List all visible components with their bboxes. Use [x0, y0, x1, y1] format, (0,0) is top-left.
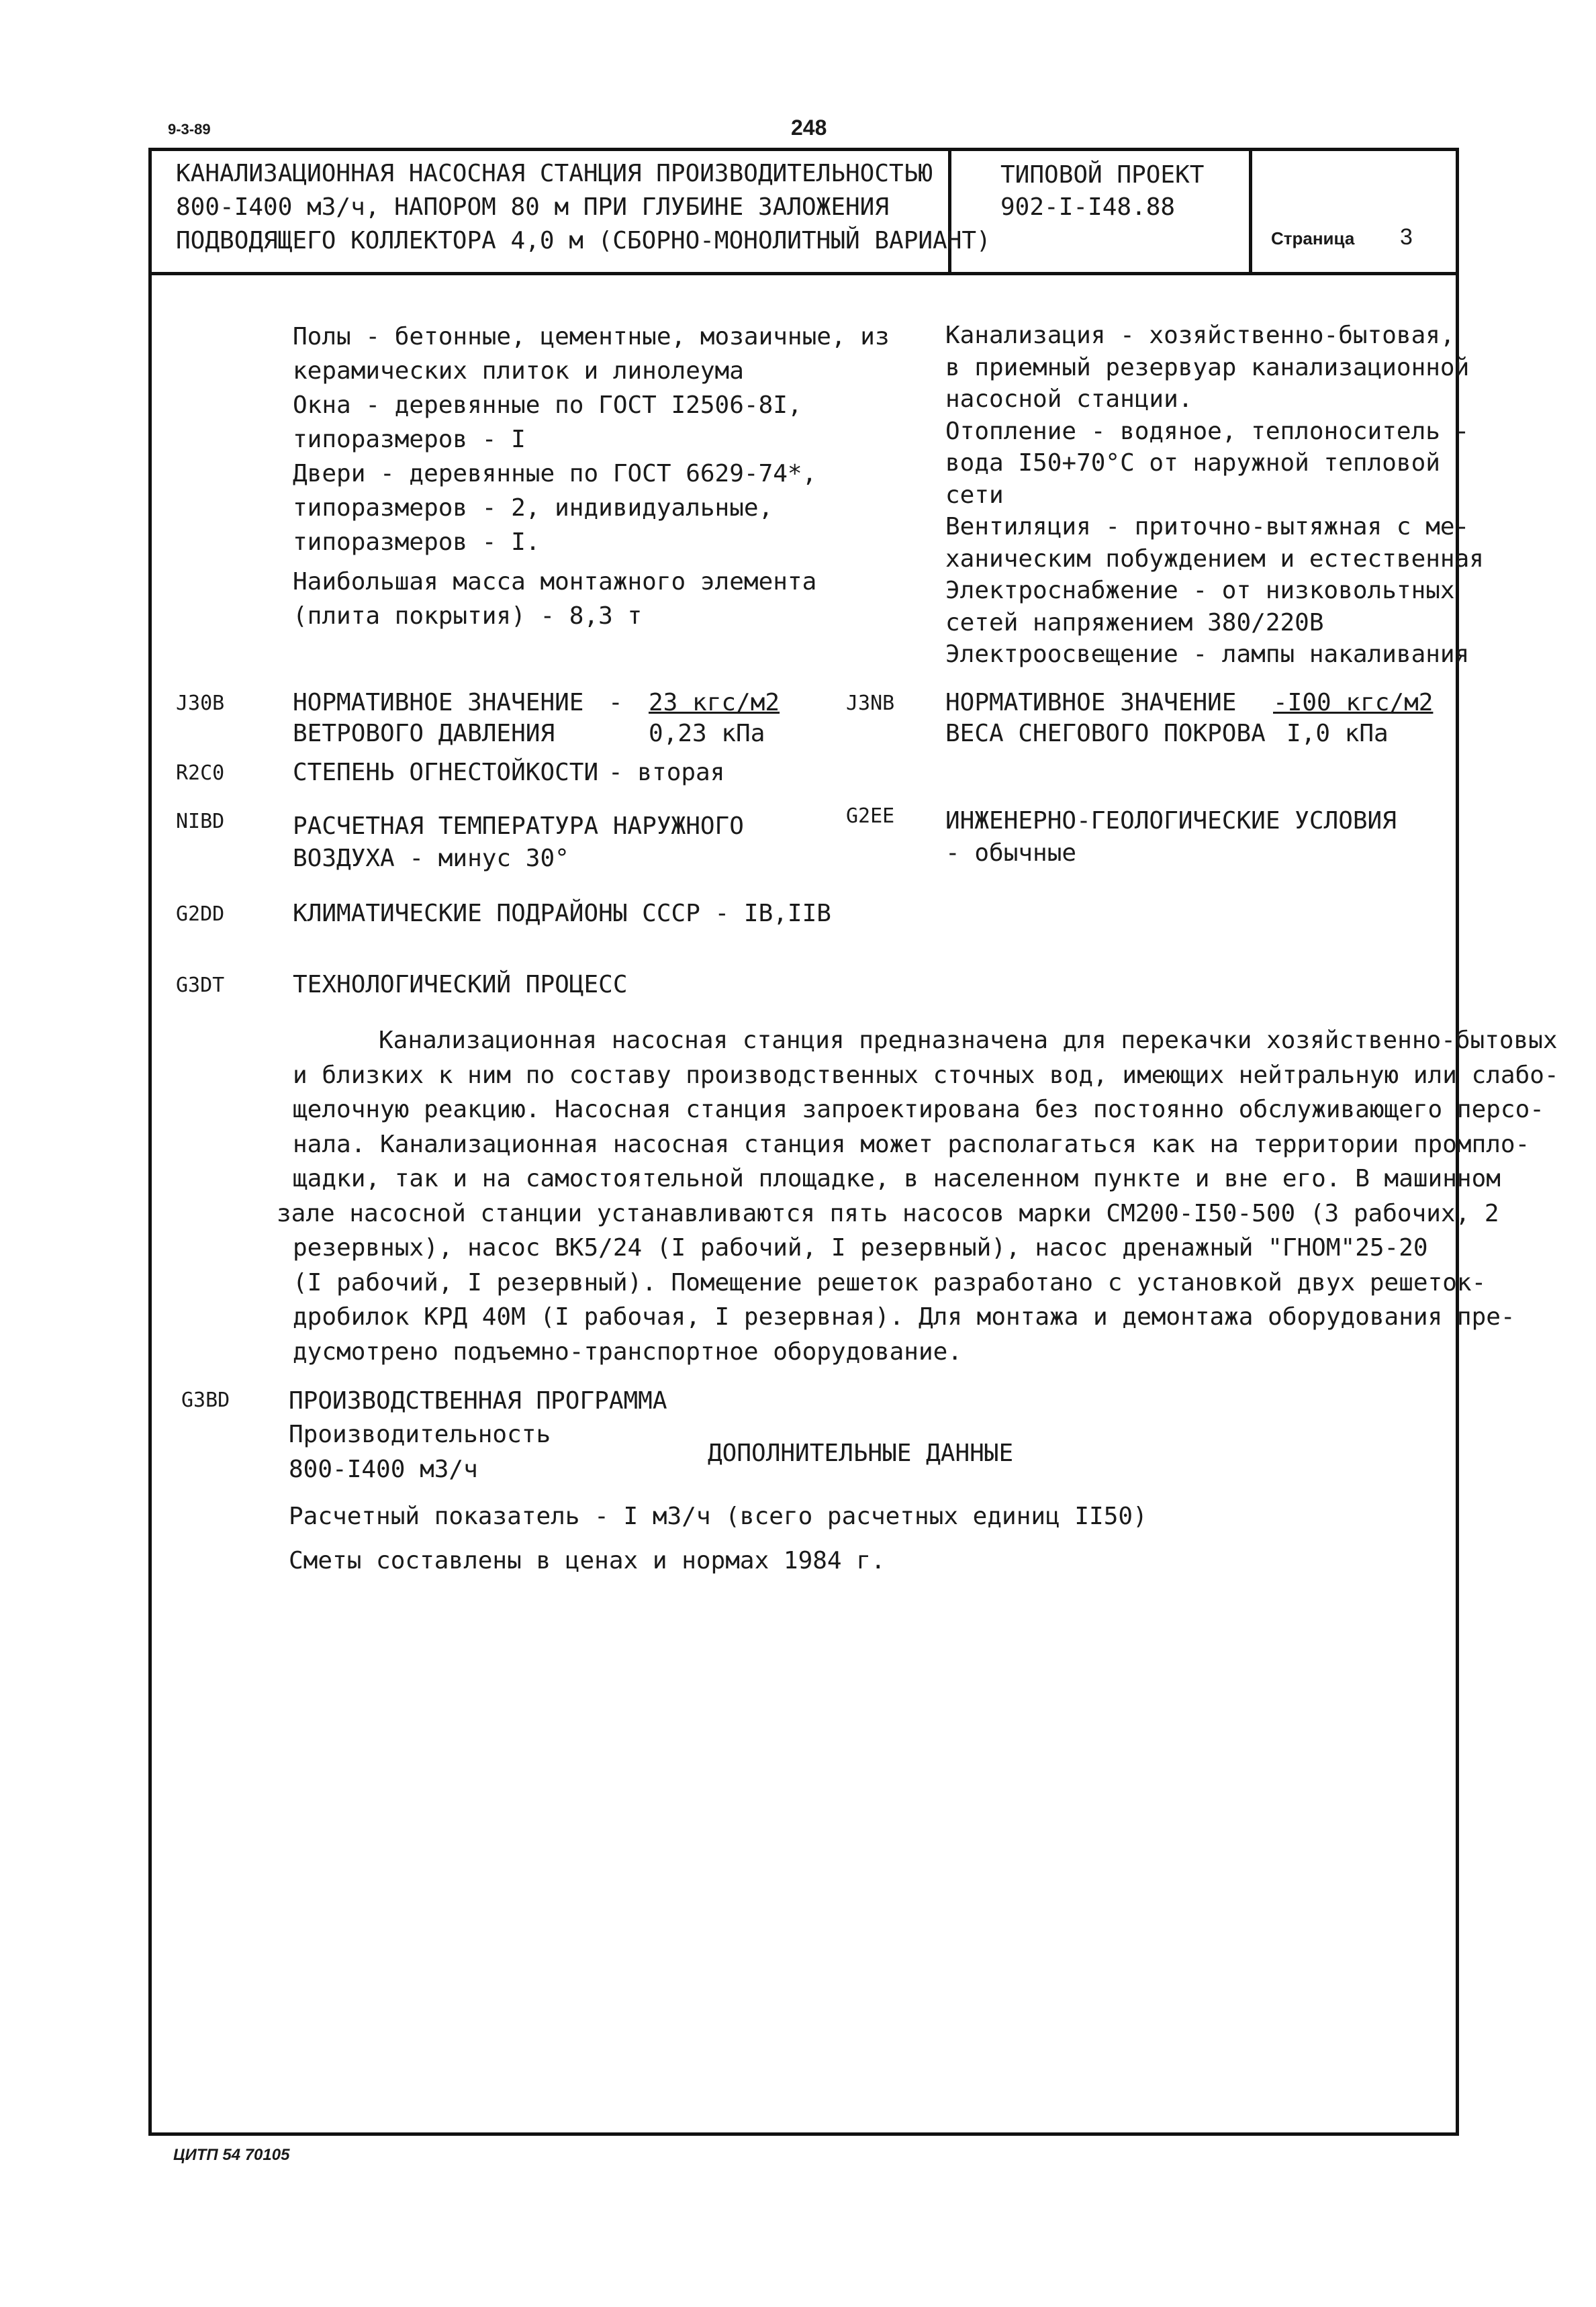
- header-title-line-2: 800-I400 м3/ч, НАПОРОМ 80 м ПРИ ГЛУБИНЕ ЗАЛОЖЕНИЯ: [176, 193, 890, 221]
- snow-value-1: -I00 кгс/м2: [1273, 689, 1434, 716]
- left-line: (плита покрытия) - 8,3 т: [293, 602, 643, 630]
- prod-code: G3BD: [181, 1388, 230, 1412]
- right-line: ханическим побуждением и естественная: [945, 545, 1484, 573]
- capacity-value: 800-I400 м3/ч: [289, 1456, 478, 1483]
- geo-code: G2EE: [846, 804, 895, 828]
- fire-code: R2C0: [176, 761, 225, 785]
- snow-code: J3NB: [846, 692, 895, 715]
- tech-code: G3DT: [176, 974, 225, 997]
- fire-value: - вторая: [608, 759, 725, 786]
- right-line: сети: [945, 481, 1004, 509]
- climate-label: КЛИМАТИЧЕСКИЕ ПОДРАЙОНЫ СССР - IВ,IIВ: [293, 900, 831, 927]
- tech-paragraph: [277, 1023, 1559, 1369]
- page-value: 3: [1400, 224, 1413, 250]
- temp-label-2: ВОЗДУХА - минус 30°: [293, 845, 569, 872]
- page-label: Страница: [1271, 228, 1355, 248]
- capacity-label: Производительность: [289, 1421, 551, 1448]
- tech-line: и близких к ним по составу производственных сточных вод, имеющих нейтральную или слабо-: [293, 1061, 1559, 1089]
- document-date: 9-3-89: [168, 121, 211, 138]
- right-line: в приемный резервуар канализационной: [945, 353, 1470, 381]
- left-line: Наибольшая масса монтажного элемента: [293, 568, 817, 596]
- project-number: 902-I-I48.88: [1000, 193, 1176, 221]
- left-line: Окна - деревянные по ГОСТ I2506-8I,: [293, 391, 802, 419]
- right-description: [945, 320, 1484, 671]
- left-line: керамических плиток и линолеума: [293, 357, 744, 385]
- wind-label-2: ВЕТРОВОГО ДАВЛЕНИЯ: [293, 720, 555, 747]
- header-title-line-3: ПОДВОДЯЩЕГО КОЛЛЕКТОРА 4,0 м (СБОРНО-МОНОЛИТНЫЙ ВАРИАНТ): [176, 227, 991, 254]
- geo-label-1: ИНЖЕНЕРНО-ГЕОЛОГИЧЕСКИЕ УСЛОВИЯ: [945, 807, 1397, 835]
- tech-line: дробилок КРД 40М (I рабочая, I резервная). Для монтажа и демонтажа оборудования пре-: [293, 1303, 1515, 1331]
- right-line: сетей напряжением 380/220В: [945, 608, 1324, 637]
- tech-heading: ТЕХНОЛОГИЧЕСКИЙ ПРОЦЕСС: [293, 971, 628, 998]
- right-line: Электроснабжение - от низковольтных: [945, 577, 1455, 604]
- geo-label-2: - обычные: [945, 839, 1077, 867]
- right-line: насосной станции.: [945, 385, 1193, 413]
- climate-code: G2DD: [176, 902, 225, 926]
- tech-line: зале насосной станции устанавливаются пять насосов марки СМ200-I50-500 (3 рабочих, 2: [277, 1199, 1499, 1227]
- project-label: ТИПОВОЙ ПРОЕКТ: [1000, 161, 1205, 189]
- left-description: [293, 320, 890, 633]
- fire-label: СТЕПЕНЬ ОГНЕСТОЙКОСТИ: [293, 759, 599, 786]
- wind-value-2: 0,23 кПа: [649, 720, 765, 747]
- tech-line: резервных), насос ВК5/24 (I рабочий, I резервный), насос дренажный "ГНОМ"25-20: [293, 1234, 1428, 1262]
- temp-label-1: РАСЧЕТНАЯ ТЕМПЕРАТУРА НАРУЖНОГО: [293, 812, 744, 840]
- header-bottom-rule: [148, 272, 1459, 275]
- header-title-line-1: КАНАЛИЗАЦИОННАЯ НАСОСНАЯ СТАНЦИЯ ПРОИЗВОДИТЕЛЬНОСТЬЮ: [176, 160, 933, 187]
- left-line: типоразмеров - I.: [293, 528, 541, 556]
- temp-code: NIBD: [176, 810, 225, 833]
- right-line: Вентиляция - приточно-вытяжная с ме-: [945, 513, 1470, 540]
- left-line: типоразмеров - 2, индивидуальные,: [293, 494, 773, 522]
- left-line: Полы - бетонные, цементные, мозаичные, из: [293, 323, 890, 350]
- wind-value-1: 23 кгс/м2: [649, 689, 780, 716]
- tech-line: нала. Канализационная насосная станция может располагаться как на территории промпло-: [293, 1130, 1530, 1158]
- tech-line: щелочную реакцию. Насосная станция запроектирована без постоянно обслуживающего персо-: [293, 1096, 1544, 1123]
- right-line: Электроосвещение - лампы накаливания: [945, 641, 1470, 668]
- additional-heading: ДОПОЛНИТЕЛЬНЫЕ ДАННЫЕ: [708, 1440, 1014, 1467]
- footer-stamp: ЦИТП 54 70105: [173, 2146, 290, 2164]
- tech-line: Канализационная насосная станция предназначена для перекачки хозяйственно-бытовых: [379, 1027, 1558, 1054]
- snow-label-2: ВЕСА СНЕГОВОГО ПОКРОВА: [945, 720, 1266, 747]
- wind-label-1: НОРМАТИВНОЕ ЗНАЧЕНИЕ: [293, 689, 584, 716]
- sheet-number: 248: [791, 115, 827, 140]
- tech-line: дусмотрено подъемно-транспортное оборудование.: [293, 1337, 962, 1366]
- header-divider-2: [1249, 148, 1252, 275]
- left-line: типоразмеров - I: [293, 426, 526, 453]
- wind-dash: -: [608, 689, 623, 716]
- estimate-note: Сметы составлены в ценах и нормах 1984 г.: [289, 1547, 886, 1574]
- snow-value-2: I,0 кПа: [1286, 720, 1389, 747]
- snow-label-1: НОРМАТИВНОЕ ЗНАЧЕНИЕ: [945, 689, 1237, 716]
- wind-code: J30B: [176, 692, 225, 715]
- right-line: Отопление - водяное, теплоноситель -: [945, 417, 1470, 445]
- right-line: вода I50+70°С от наружной тепловой: [945, 449, 1440, 477]
- calc-indicator: Расчетный показатель - I м3/ч (всего расчетных единиц II50): [289, 1503, 1147, 1530]
- tech-line: щадки, так и на самостоятельной площадке, в населенном пункте и вне его. В машинном: [293, 1165, 1501, 1192]
- left-line: Двери - деревянные по ГОСТ 6629-74*,: [293, 460, 817, 487]
- right-line: Канализация - хозяйственно-бытовая,: [945, 322, 1455, 349]
- tech-line: (I рабочий, I резервный). Помещение решеток разработано с установкой двух решеток-: [293, 1268, 1487, 1297]
- prod-heading: ПРОИЗВОДСТВЕННАЯ ПРОГРАММА: [289, 1387, 667, 1415]
